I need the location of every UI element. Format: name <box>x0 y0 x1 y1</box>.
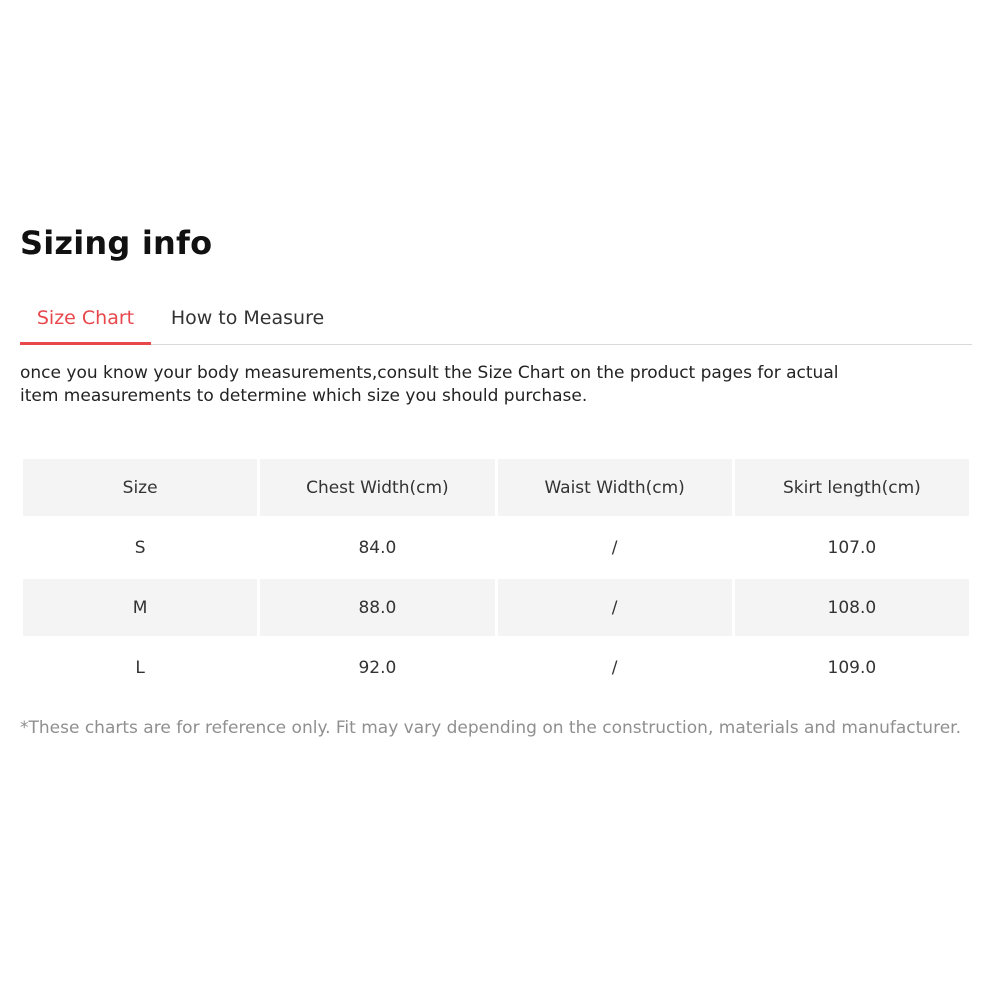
cell-chest-width: 84.0 <box>260 519 494 576</box>
tab-how-to-measure[interactable]: How to Measure <box>170 307 325 329</box>
table-row <box>23 639 969 696</box>
column-header-chest-width: Chest Width(cm) <box>260 459 494 516</box>
size-chart-table <box>20 456 972 699</box>
intro-text: once you know your body measurements,consult the Size Chart on the product pages for actual item measurements to determine which size you should purchase. <box>20 363 839 406</box>
cell-waist-width: / <box>498 639 732 696</box>
cell-skirt-length: 108.0 <box>735 579 969 636</box>
table-row <box>23 519 969 576</box>
cell-skirt-length: 107.0 <box>735 519 969 576</box>
cell-waist-width: / <box>498 579 732 636</box>
column-header-size: Size <box>23 459 257 516</box>
table-header-row <box>23 459 969 516</box>
cell-waist-width: / <box>498 519 732 576</box>
cell-chest-width: 92.0 <box>260 639 494 696</box>
table-row <box>23 579 969 636</box>
cell-skirt-length: 109.0 <box>735 639 969 696</box>
column-header-skirt-length: Skirt length(cm) <box>735 459 969 516</box>
column-header-waist-width: Waist Width(cm) <box>498 459 732 516</box>
tab-size-chart[interactable]: Size Chart <box>20 296 151 345</box>
tab-bar <box>20 296 972 345</box>
cell-chest-width: 88.0 <box>260 579 494 636</box>
cell-size: M <box>23 579 257 636</box>
disclaimer-text: *These charts are for reference only. Fit may vary depending on the construction, materials and manufacturer. <box>20 718 961 738</box>
cell-size: S <box>23 519 257 576</box>
page-title: Sizing info <box>20 224 213 262</box>
cell-size: L <box>23 639 257 696</box>
